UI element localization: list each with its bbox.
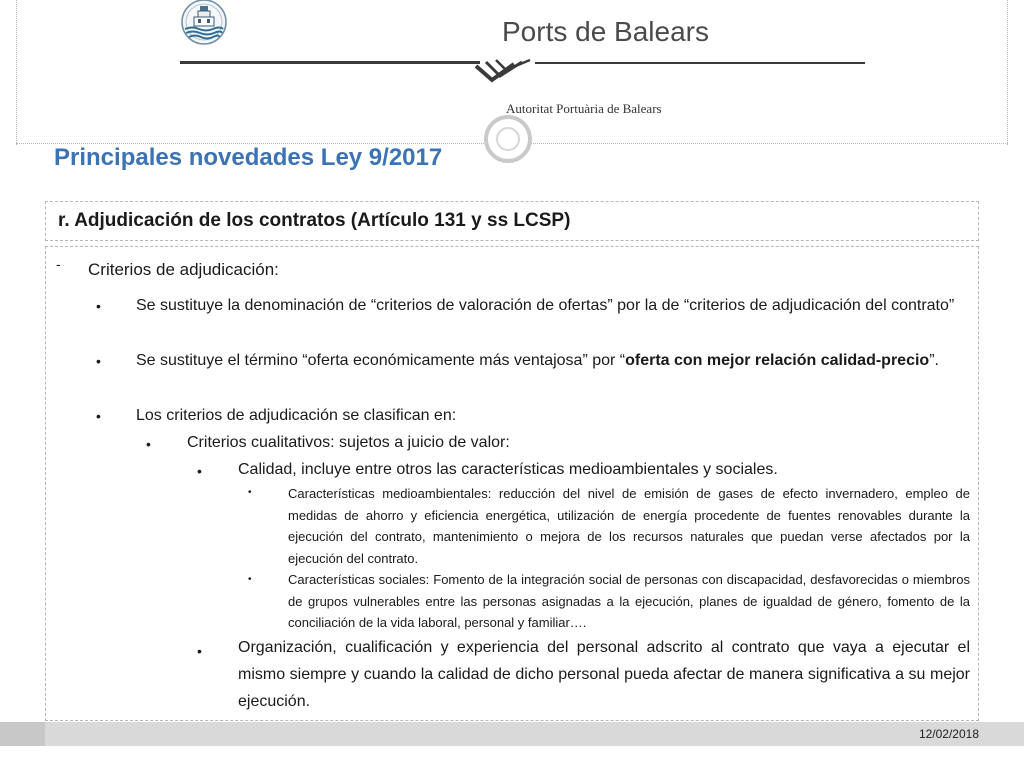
termino-bold: oferta con mejor relación calidad-precio	[625, 352, 930, 369]
list-item-calidad: Calidad, incluye entre otros las características medioambientales y sociales.	[238, 461, 778, 478]
list-item-criterios: Criterios de adjudicación:	[88, 260, 279, 279]
lighthouse-seal-icon	[180, 0, 228, 46]
list-item-sociales: Características sociales: Fomento de la integración social de personas con discapacidad, desfavorecidas o miembros de grupos vulnerables entre las personas asignadas a la ejecución, planes de igualdad de género, fomento de la conciliación de la vida laboral, personal y familiar….	[288, 572, 970, 630]
bullet-icon: •	[96, 408, 101, 424]
brand-underline-left	[180, 61, 480, 64]
footer-bar-accent	[0, 722, 45, 746]
authority-name: Autoritat Portuària de Balears	[506, 101, 662, 116]
list-item-medioambientales: Características medioambientales: reducción del nivel de emisión de gases de efecto invernadero, empleo de medidas de ahorro y eficiencia energética, utilización de energía procedente de fuentes renovables durante la ejecución del contrato, mantenimiento o mejora de los recursos naturales que puedan verse afectados por la ejecución del contrato.	[288, 486, 970, 566]
termino-post: ”.	[929, 352, 939, 369]
list-item-termino	[136, 348, 970, 374]
list-item-organizacion: Organización, cualificación y experiencia del personal adscrito al contrato que vaya a ejecutar el mismo siempre y cuando la calidad de dicho personal pueda afectar de manera significativa a su mejor ejecución.	[238, 639, 970, 710]
frame-left-border	[16, 0, 17, 145]
brand-name: Ports de Balears	[502, 16, 709, 47]
dash-bullet: -	[56, 256, 61, 272]
bullet-icon: •	[96, 298, 101, 314]
bullet-icon: •	[96, 353, 101, 369]
section-header-box	[45, 201, 979, 241]
content-box	[45, 246, 979, 721]
slide-title: Principales novedades Ley 9/2017	[54, 144, 443, 171]
bullet-icon: •	[146, 436, 151, 452]
section-title: r. Adjudicación de los contratos (Artículo 131 y ss LCSP)	[58, 210, 571, 231]
termino-pre: Se sustituye el término “oferta económicamente más ventajosa” por “	[136, 352, 626, 369]
bullet-icon: •	[248, 574, 252, 585]
list-item-cualitativos: Criterios cualitativos: sujetos a juicio de valor:	[187, 434, 510, 451]
bullet-icon: •	[248, 487, 252, 498]
decorative-ring-inner	[496, 127, 520, 151]
decorative-ring-icon	[484, 115, 532, 163]
footer-bar	[0, 722, 1024, 746]
chevron-waves-mark-icon	[474, 58, 538, 90]
list-item-denominacion: Se sustituye la denominación de “criterios de valoración de ofertas” por la de “criterios de adjudicación del contrato”	[136, 297, 955, 314]
frame-right-border	[1007, 0, 1008, 145]
brand-underline-right	[535, 62, 865, 64]
footer-date: 12/02/2018	[918, 727, 979, 741]
bullet-icon: •	[197, 463, 202, 479]
list-item-clasifican: Los criterios de adjudicación se clasifican en:	[136, 407, 457, 424]
bullet-icon: •	[197, 643, 202, 659]
